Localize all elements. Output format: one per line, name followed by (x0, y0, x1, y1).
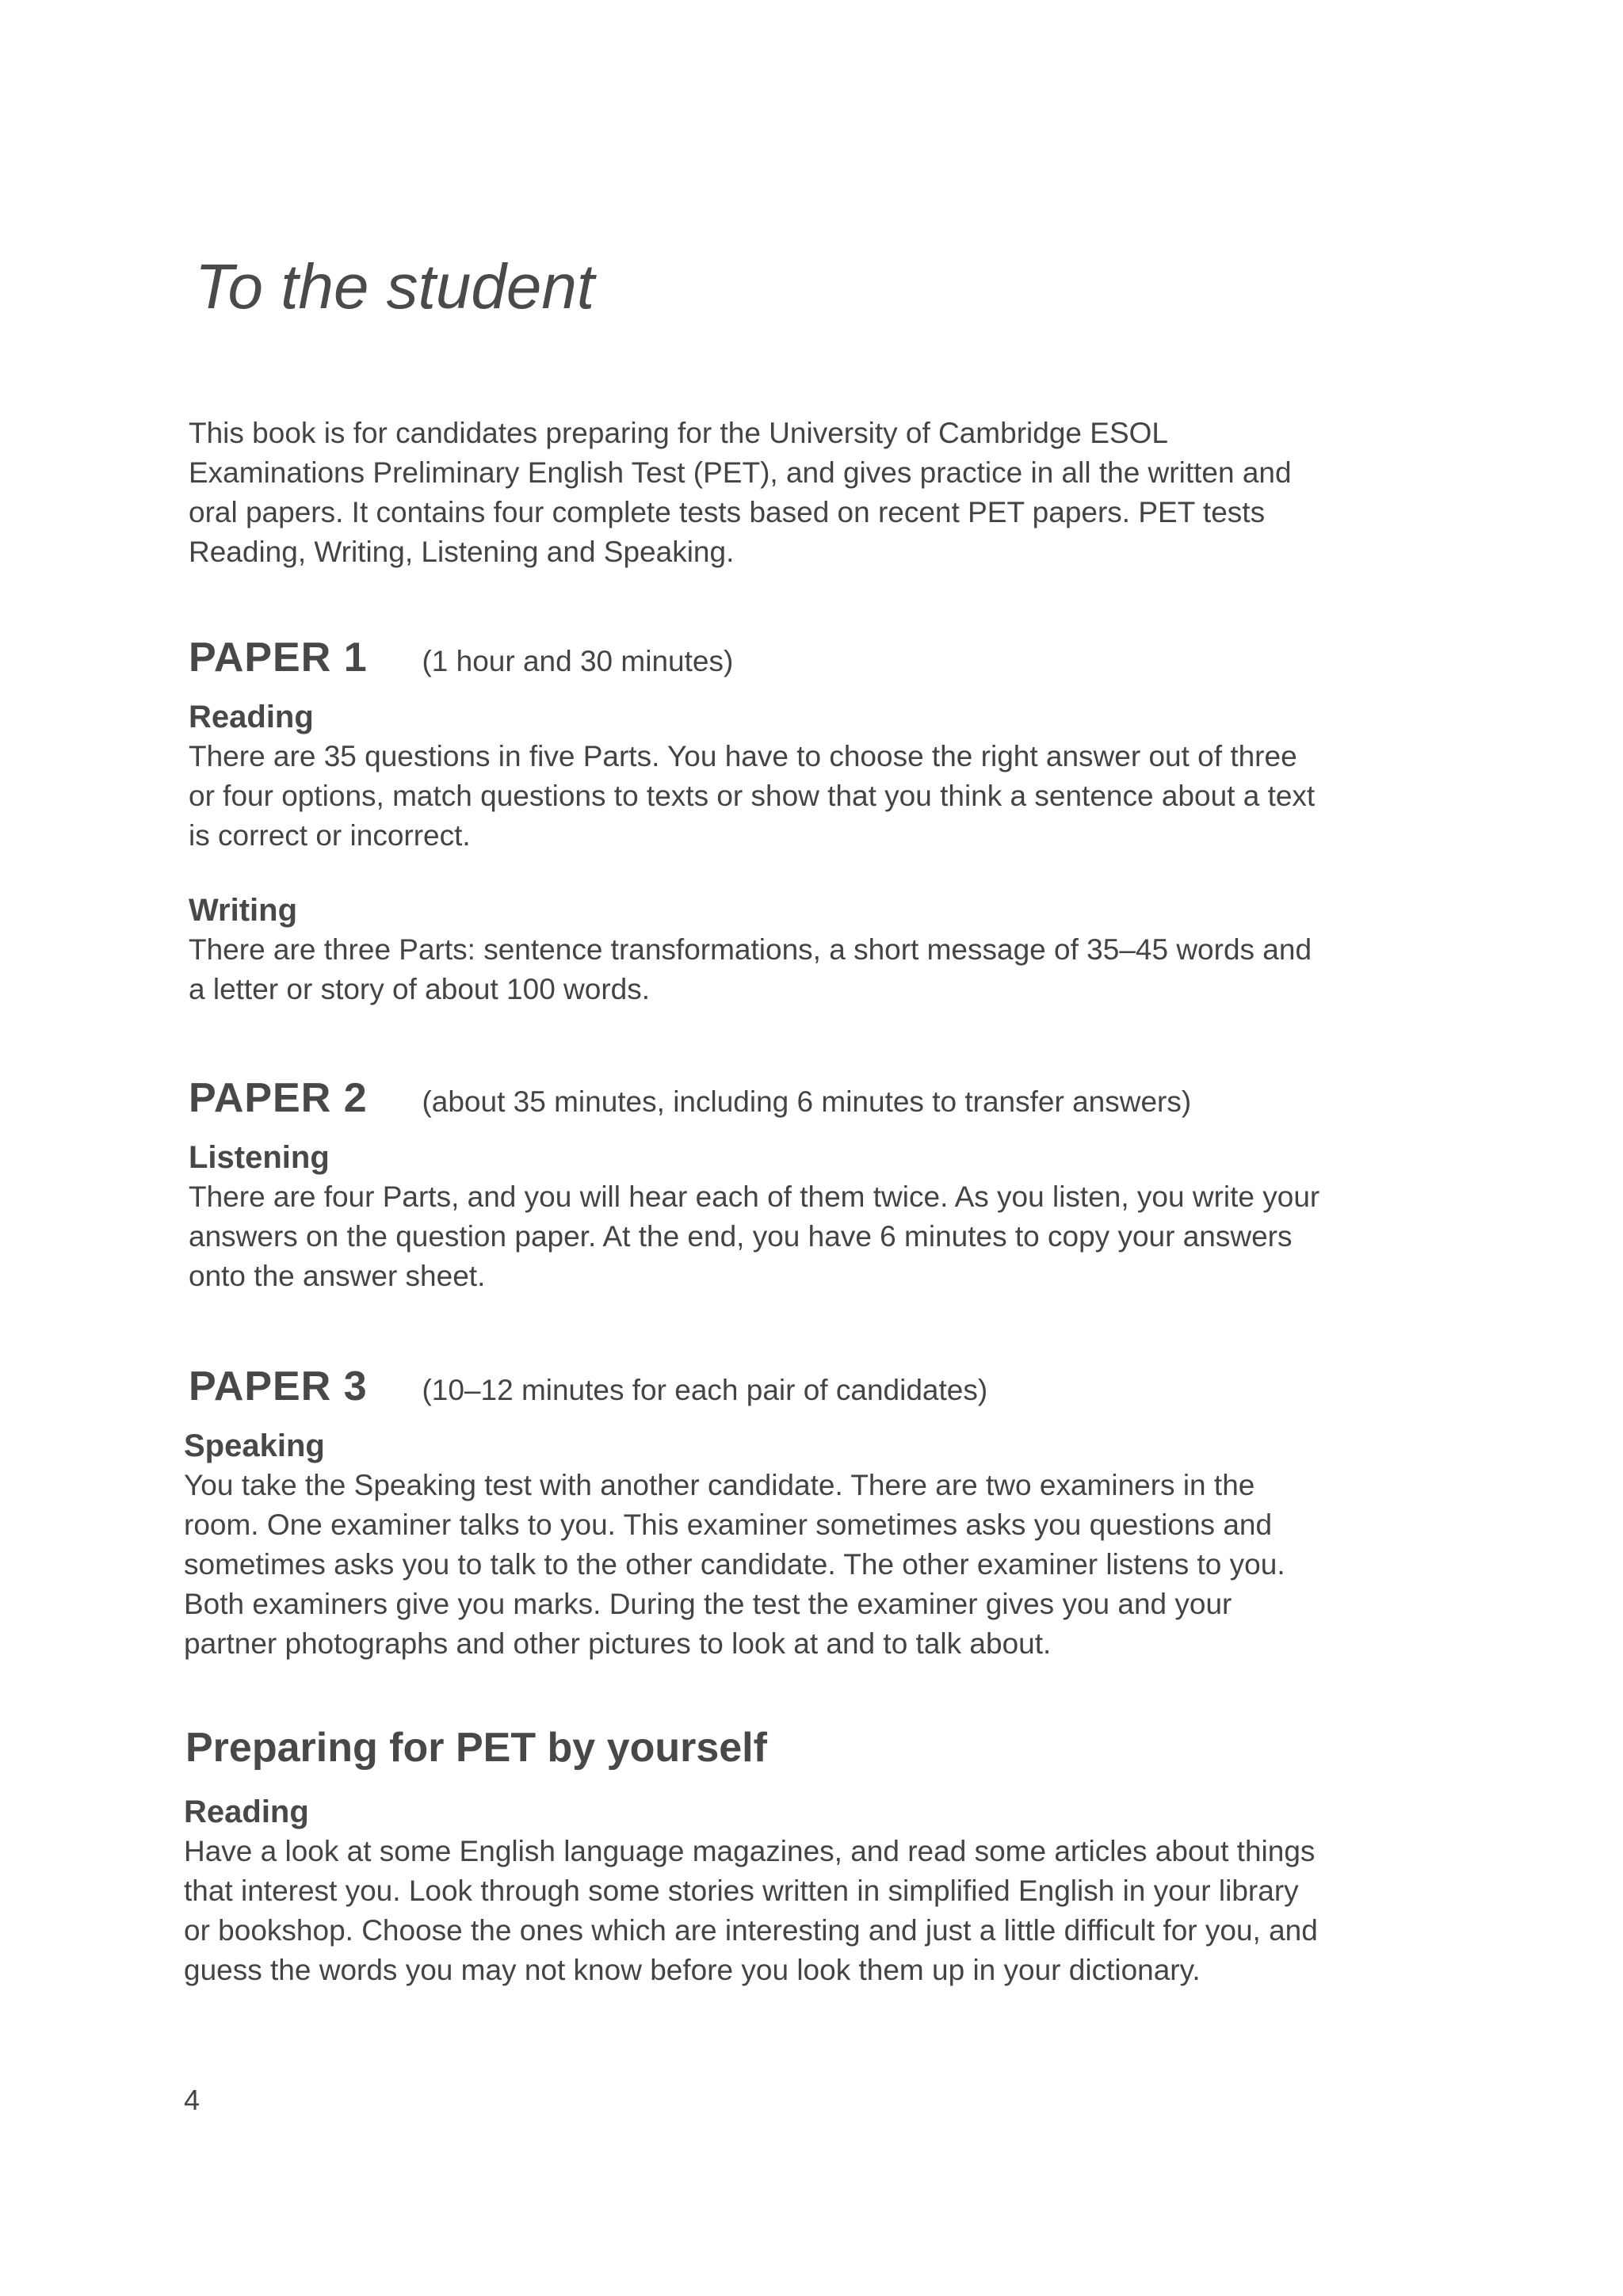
paper-1-heading (189, 634, 733, 681)
paper-3-speaking-text: You take the Speaking test with another candidate. There are two examiners in the room. One examiner talks to you. This examiner sometimes asks you questions and sometimes asks you to talk to the other candidate. The other examiner listens to you. Both examiners give you marks. During the test the examiner gives you and your partner photographs and other pictures to look at and to talk about. (184, 1469, 1285, 1660)
page-title: To the student (195, 251, 595, 322)
paper-3-speaking-heading: Speaking (184, 1428, 325, 1463)
page-number: 4 (184, 2084, 200, 2116)
paper-2-duration: (about 35 minutes, including 6 minutes to transfer answers) (422, 1085, 1192, 1118)
preparing-heading: Preparing for PET by yourself (185, 1725, 767, 1771)
paper-2-listening-heading: Listening (189, 1140, 330, 1175)
intro-paragraph: This book is for candidates preparing for the University of Cambridge ESOL Examinations Preliminary English Test (PET), and gives practice in all the written and oral papers. It contains four complete tests based on recent PET papers. PET tests Reading, Writing, Listening and Speaking. (189, 417, 1292, 568)
paper-1-writing-heading: Writing (189, 893, 298, 928)
paper-3-heading (189, 1363, 987, 1410)
paper-2-heading (189, 1074, 1191, 1122)
paper-1-writing-text: There are three Parts: sentence transformations, a short message of 35–45 words and a letter or story of about 100 words. (189, 933, 1312, 1005)
paper-1-label: PAPER 1 (189, 635, 368, 681)
paper-3-duration: (10–12 minutes for each pair of candidates) (422, 1374, 988, 1406)
paper-3-label: PAPER 3 (189, 1363, 368, 1409)
preparing-reading-text: Have a look at some English language magazines, and read some articles about things that interest you. Look through some stories written in simplified English in your library or bookshop. Choose the ones which are interesting and just a little difficult for you, and guess the words you may not know before you look them up in your dictionary. (184, 1835, 1318, 1986)
paper-1-reading-text: There are 35 questions in five Parts. You have to choose the right answer out of three or four options, match questions to texts or show that you think a sentence about a text is correct or incorrect. (189, 740, 1316, 852)
paper-1-reading-heading: Reading (189, 700, 314, 734)
paper-2-label: PAPER 2 (189, 1075, 368, 1121)
paper-2-listening-text: There are four Parts, and you will hear each of them twice. As you listen, you write your answers on the question paper. At the end, you have 6 minutes to copy your answers onto the answer sheet. (189, 1180, 1320, 1292)
preparing-reading-heading: Reading (184, 1794, 309, 1829)
paper-1-duration: (1 hour and 30 minutes) (422, 645, 734, 677)
